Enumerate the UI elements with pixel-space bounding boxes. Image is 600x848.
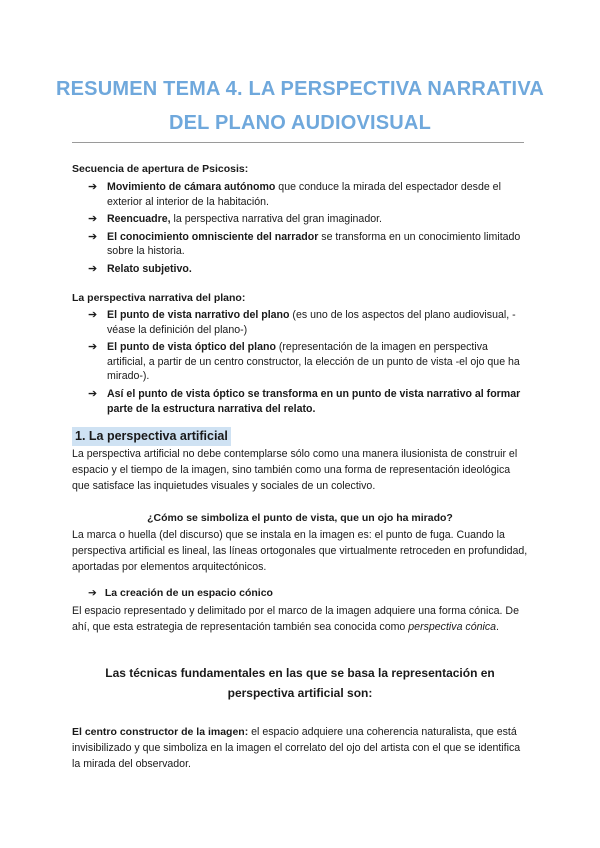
list-item bbox=[88, 262, 528, 277]
item-bold: El punto de vista óptico del plano bbox=[107, 341, 276, 354]
arrow-icon: ➔ bbox=[88, 309, 98, 321]
arrow-icon: ➔ bbox=[88, 341, 98, 354]
list-item bbox=[88, 387, 528, 416]
section-heading-perspectiva-plano: La perspectiva narrativa del plano: bbox=[72, 292, 246, 304]
list-item bbox=[88, 212, 528, 227]
cone-paragraph bbox=[72, 603, 528, 635]
item-text: la perspectiva narrativa del gran imaginador. bbox=[170, 213, 382, 226]
document-title-line-2: DEL PLANO AUDIOVISUAL bbox=[169, 112, 431, 134]
list-item bbox=[88, 308, 528, 337]
cone-italic: perspectiva cónica bbox=[408, 621, 497, 633]
document-title-line-1: RESUMEN TEMA 4. LA PERSPECTIVA NARRATIVA bbox=[55, 78, 545, 100]
item-bold: Así el punto de vista óptico se transforma en un punto de vista narrativo al formar parte de la estructura narrativa del relato. bbox=[107, 387, 521, 415]
question-heading: ¿Cómo se simboliza el punto de vista, que un ojo ha mirado? bbox=[147, 512, 453, 524]
item-text: (es uno de los aspectos del plano audiovisual, -véase la definición del plano-) bbox=[107, 309, 516, 336]
arrow-icon: ➔ bbox=[88, 587, 97, 599]
arrow-icon: ➔ bbox=[88, 181, 98, 193]
item-bold: Reencuadre, bbox=[107, 213, 171, 226]
cone-text: El espacio representado y delimitado por el marco de la imagen adquiere una forma cónica. De ahí, que esta estrategia de representación también sea conocida como bbox=[72, 605, 519, 633]
item-bold: Relato subjetivo. bbox=[107, 262, 192, 275]
perspectiva-artificial-intro: La perspectiva artificial no debe contemplarse sólo como una manera ilusionista de construir el espacio y el tiempo de la imagen, sino también como una forma de representación ideológica que satisface las inquietudes visuales y sociales de un colectivo. bbox=[72, 448, 518, 492]
item-text: que conduce la mirada del espectador desde el exterior al interior de la habitación. bbox=[107, 181, 501, 208]
punto-de-fuga-paragraph: La marca o huella (del discurso) que se instala en la imagen es: el punto de fuga. Cuando la perspectiva artificial es lineal, las líneas ortogonales que virtualmente retroceden en profundidad, aportadas por elementos arquitectónicos. bbox=[72, 529, 528, 573]
list-item bbox=[88, 180, 528, 209]
psicosis-list bbox=[88, 180, 528, 280]
arrow-icon: ➔ bbox=[88, 213, 98, 226]
perspectiva-plano-list bbox=[88, 308, 528, 419]
techniques-heading-line-1: Las técnicas fundamentales en las que se basa la representación en bbox=[105, 666, 495, 680]
section-heading-perspectiva-artificial: 1. La perspectiva artificial bbox=[72, 427, 231, 446]
centro-constructor-label: El centro constructor de la imagen: bbox=[72, 726, 249, 738]
list-item bbox=[88, 230, 528, 259]
list-item bbox=[88, 340, 528, 384]
cone-heading bbox=[88, 587, 273, 599]
centro-constructor-text: el espacio adquiere una coherencia naturalista, que está invisibilizado y que simboliza en la imagen el correlato del ojo del artista con el que se identifica la mirada del observador. bbox=[72, 726, 521, 770]
section-heading-psicosis: Secuencia de apertura de Psicosis: bbox=[72, 163, 249, 175]
cone-heading-text: La creación de un espacio cónico bbox=[104, 587, 273, 599]
techniques-heading-line-2: perspectiva artificial son: bbox=[227, 686, 373, 700]
centro-constructor-paragraph bbox=[72, 724, 528, 772]
item-bold: Movimiento de cámara autónomo bbox=[107, 181, 276, 193]
title-divider bbox=[72, 142, 524, 143]
item-text: se transforma en un conocimiento limitado sobre la historia. bbox=[107, 230, 521, 258]
arrow-icon: ➔ bbox=[88, 230, 98, 243]
item-bold: El punto de vista narrativo del plano bbox=[107, 309, 290, 321]
arrow-icon: ➔ bbox=[88, 387, 98, 400]
cone-end: . bbox=[496, 621, 499, 633]
item-bold: El conocimiento omnisciente del narrador bbox=[107, 230, 319, 243]
item-text: (representación de la imagen en perspectiva artificial, a partir de un centro constructor, la elección de un punto de vista -el ojo que ha mirado-). bbox=[107, 341, 520, 383]
arrow-icon: ➔ bbox=[88, 262, 98, 275]
